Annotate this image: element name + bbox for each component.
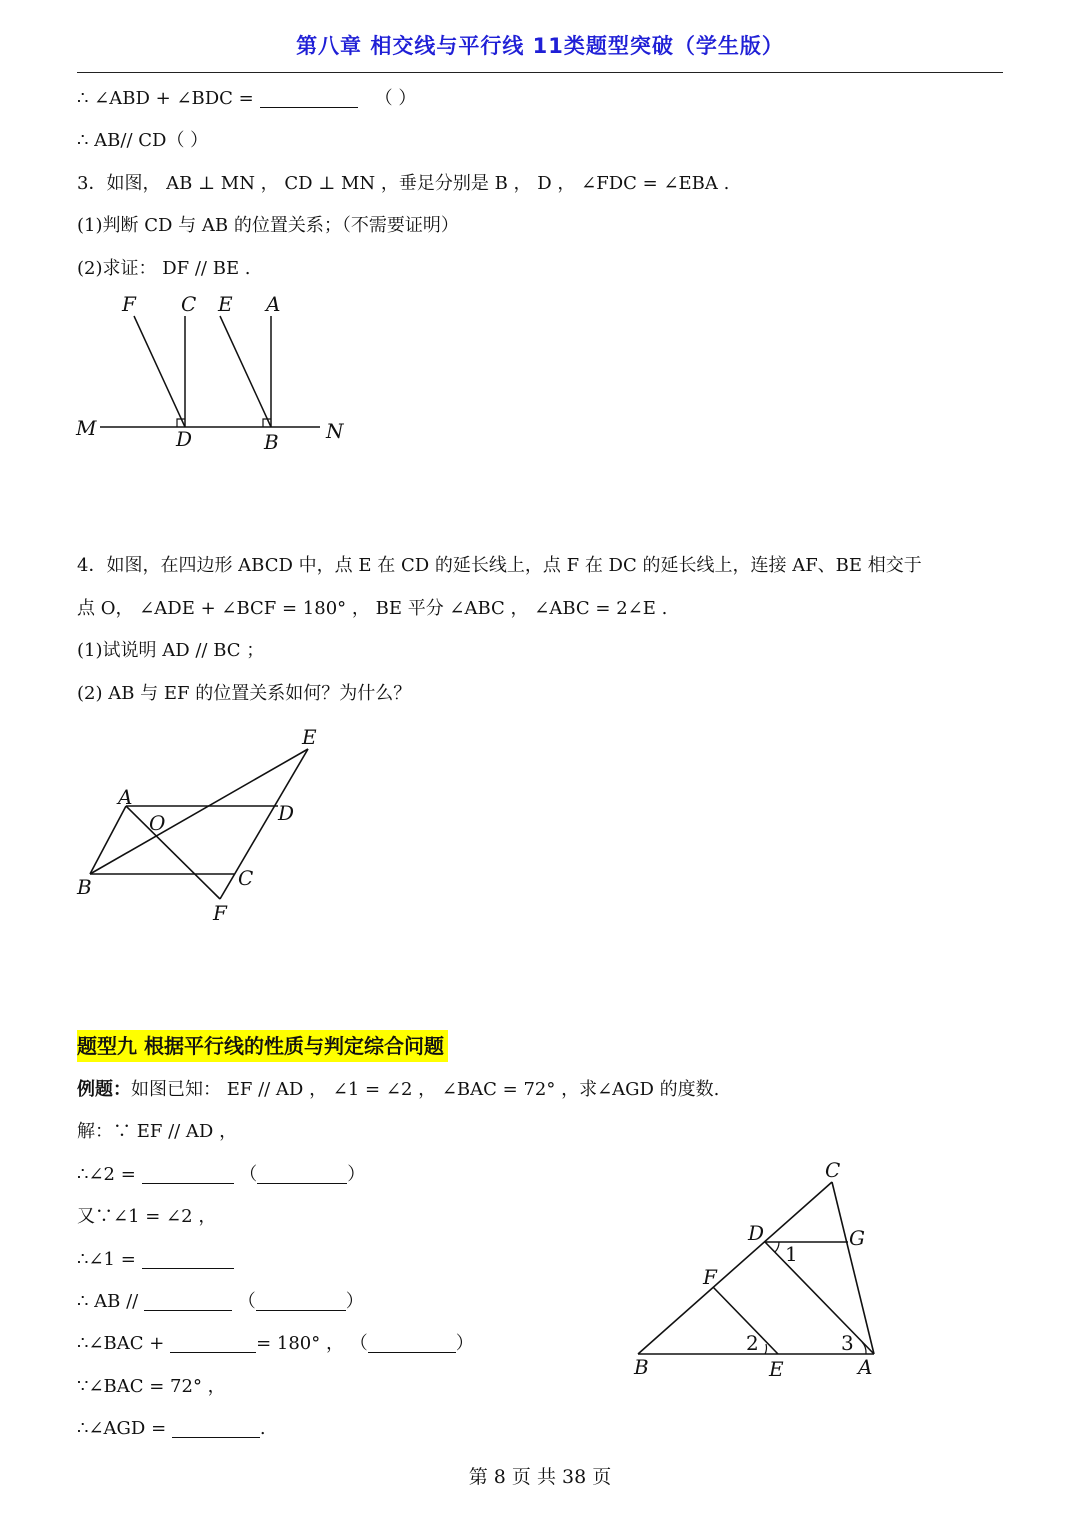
angle-1-arc	[775, 1242, 779, 1252]
proof-text: ∴ ∠ABD + ∠BDC =	[77, 88, 254, 109]
label-A: A	[266, 292, 281, 316]
label-E: E	[302, 725, 317, 749]
answer-blank[interactable]	[142, 1163, 234, 1184]
close-paren: ）	[455, 1333, 474, 1354]
label-C: C	[181, 292, 197, 316]
figure-perpendicular-lines	[70, 290, 360, 460]
solution-text: = 180° ，	[256, 1333, 344, 1354]
answer-blank[interactable]	[144, 1290, 232, 1311]
answer-blank[interactable]	[260, 87, 358, 108]
label-F: F	[213, 901, 227, 925]
label-A: A	[858, 1355, 873, 1379]
section-heading: 题型九 根据平行线的性质与判定综合问题	[77, 1030, 448, 1062]
example-text: 如图已知： EF // AD ， ∠1 = ∠2 ， ∠BAC = 72° ，求∠AGD 的度数.	[131, 1079, 720, 1100]
close-paren: ）	[345, 1291, 364, 1312]
question-4-part-1: (1)试说明 AD // BC ；	[77, 640, 265, 661]
label-M: M	[76, 416, 97, 440]
segment-be	[220, 316, 271, 427]
segment-bc	[638, 1182, 832, 1354]
label-N: N	[326, 419, 344, 443]
page-footer: 第 8 页 共 38 页	[468, 1466, 612, 1488]
label-D: D	[278, 801, 295, 825]
label-B: B	[634, 1355, 649, 1379]
label-B: B	[264, 430, 279, 454]
question-4-stem-b: 点 O， ∠ADE + ∠BCF = 180° ， BE 平分 ∠ABC ， ∠ABC = 2∠E .	[77, 598, 668, 619]
solution-line-3: 又∵∠1 = ∠2 ，	[77, 1206, 217, 1227]
solution-line-4	[77, 1247, 234, 1273]
label-F: F	[703, 1265, 717, 1289]
reason-blank[interactable]	[368, 1332, 456, 1353]
label-A: A	[118, 785, 133, 809]
proof-line-2: ∴ AB// CD（ ）	[77, 130, 209, 151]
answer-blank[interactable]	[142, 1248, 234, 1269]
page-header-title: 第八章 相交线与平行线 11类题型突破（学生版）	[296, 34, 784, 58]
solution-line-5	[77, 1289, 364, 1315]
segment-ca	[832, 1182, 874, 1354]
header-divider	[77, 72, 1003, 73]
segment-ef	[220, 749, 308, 899]
label-C: C	[825, 1158, 841, 1182]
angle-3-arc	[862, 1342, 866, 1354]
label-O: O	[149, 811, 166, 835]
figure-quadrilateral	[70, 722, 340, 932]
solution-text: ∴∠BAC +	[77, 1333, 165, 1354]
open-paren: （	[349, 1333, 368, 1354]
reason-paren: （ ）	[374, 88, 417, 109]
answer-blank[interactable]	[172, 1417, 260, 1438]
label-E: E	[218, 292, 233, 316]
label-angle-1: 1	[785, 1242, 798, 1266]
reason-blank[interactable]	[257, 1163, 347, 1184]
label-B: B	[77, 875, 92, 899]
reason-blank[interactable]	[256, 1290, 346, 1311]
segment-df	[134, 316, 185, 427]
solution-line-2	[77, 1162, 365, 1188]
label-F: F	[122, 292, 136, 316]
close-paren: ）	[347, 1164, 366, 1185]
example-line	[77, 1077, 719, 1103]
label-E: E	[769, 1357, 784, 1381]
solution-text: ∴∠1 =	[77, 1249, 136, 1270]
label-D: D	[176, 427, 193, 451]
solution-text: ∴ AB //	[77, 1291, 139, 1312]
label-angle-2: 2	[746, 1331, 759, 1355]
solution-text: ∴∠2 =	[77, 1164, 136, 1185]
question-4-stem-a: 4．如图，在四边形 ABCD 中，点 E 在 CD 的延长线上，点 F 在 DC 的延长线上，连接 AF、BE 相交于	[77, 555, 922, 576]
segment-af	[126, 806, 220, 899]
solution-text: ∴∠AGD =	[77, 1418, 167, 1439]
answer-blank[interactable]	[170, 1332, 256, 1353]
solution-line-8	[77, 1416, 266, 1442]
question-4-part-2: (2) AB 与 EF 的位置关系如何？为什么？	[77, 683, 412, 704]
label-D: D	[748, 1221, 765, 1245]
proof-line-1	[77, 86, 416, 112]
period: .	[259, 1418, 266, 1439]
label-C: C	[238, 866, 254, 890]
segment-da	[765, 1242, 874, 1354]
angle-2-arc	[765, 1344, 766, 1354]
label-angle-3: 3	[841, 1331, 854, 1355]
example-label: 例题：	[77, 1079, 131, 1100]
solution-line-7: ∵∠BAC = 72° ，	[77, 1376, 226, 1397]
question-3-stem: 3．如图， AB ⊥ MN ， CD ⊥ MN ，垂足分别是 B ， D ， ∠FDC = ∠EBA .	[77, 173, 730, 194]
figure-triangle	[620, 1150, 910, 1390]
question-3-part-2: (2)求证： DF // BE .	[77, 258, 251, 279]
label-G: G	[849, 1226, 865, 1250]
open-paren: （	[237, 1291, 256, 1312]
solution-line-1: 解：∵ EF // AD ，	[77, 1121, 238, 1142]
solution-line-6	[77, 1331, 474, 1357]
open-paren: （	[239, 1164, 258, 1185]
question-3-part-1: (1)判断 CD 与 AB 的位置关系；（不需要证明）	[77, 215, 459, 236]
